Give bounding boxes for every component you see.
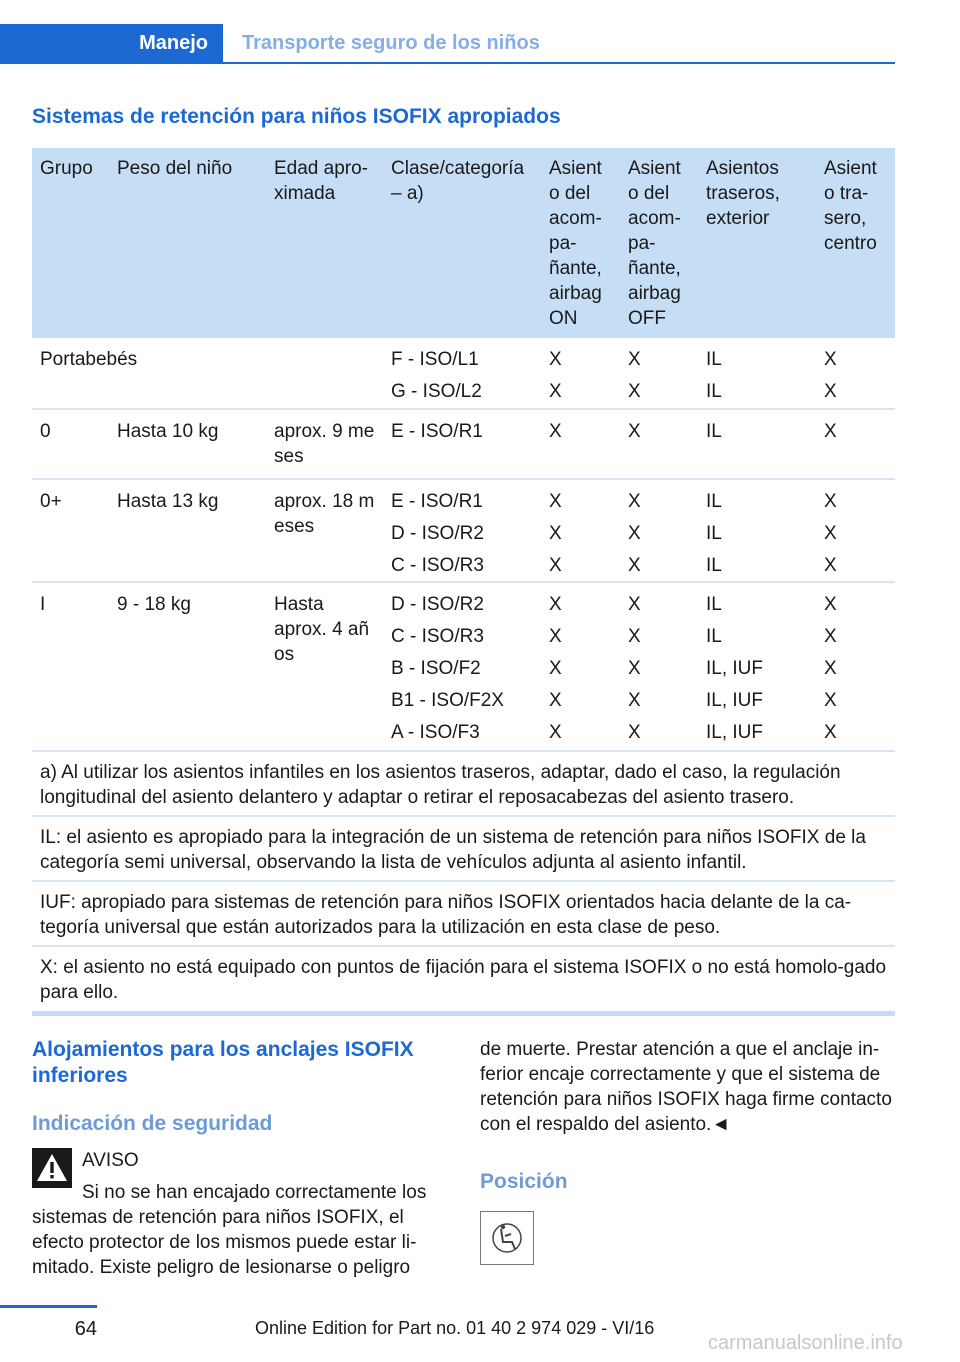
ext-value: IL, IUF xyxy=(706,722,764,743)
ext-value: IL xyxy=(706,523,722,544)
table-header xyxy=(32,148,895,338)
cell-grupo: I xyxy=(40,594,46,615)
page-title: Sistemas de retención para niños ISOFIX apropiados xyxy=(32,105,561,128)
off-value: X xyxy=(628,381,641,402)
table-note: IL: el asiento es apropiado para la integración de un sistema de retención para niños ISOFIX de la categoría semi universal, observando la lista de vehículos adjunta al asiento infantil. xyxy=(32,817,895,882)
off-value: X xyxy=(628,594,641,615)
clase-value: C - ISO/R3 xyxy=(391,555,484,576)
off-value: X xyxy=(628,491,641,512)
clase-value: D - ISO/R2 xyxy=(391,594,484,615)
cell-grupo: Portabebés xyxy=(40,349,138,370)
clase-value: G - ISO/L2 xyxy=(391,381,482,402)
cell-exterior xyxy=(706,592,763,752)
header-airbag-off: Asient o del acom- pa- ñante, airbag OFF xyxy=(628,158,681,329)
header-traseros-exterior: Asientos traseros, exterior xyxy=(706,158,780,229)
cell-airbag-off xyxy=(628,489,641,585)
ext-value: IL xyxy=(706,555,722,576)
table-note: X: el asiento no está equipado con puntos de fijación para el sistema ISOFIX o no está homolo-gado para ello. xyxy=(40,957,887,1003)
cell-peso: Hasta 13 kg xyxy=(117,491,219,512)
ext-value: IL, IUF xyxy=(706,690,764,711)
off-value: X xyxy=(628,523,641,544)
cell-clase xyxy=(391,592,504,752)
header-peso: Peso del niño xyxy=(117,158,233,179)
table-row xyxy=(32,583,895,752)
cell-exterior: IL xyxy=(706,421,722,442)
centro-value: X xyxy=(824,349,837,370)
clase-value: B1 - ISO/F2X xyxy=(391,690,504,711)
off-value: X xyxy=(628,626,641,647)
clase-value: D - ISO/R2 xyxy=(391,523,484,544)
table-row xyxy=(32,480,895,583)
cell-airbag-off xyxy=(628,347,641,411)
cell-clase xyxy=(391,489,484,585)
position-heading: Posición xyxy=(480,1170,568,1193)
centro-value: X xyxy=(824,555,837,576)
centro-value: X xyxy=(824,381,837,402)
footer-rule xyxy=(0,1305,97,1308)
centro-value: X xyxy=(824,626,837,647)
off-value: X xyxy=(628,658,641,679)
ext-value: IL xyxy=(706,381,722,402)
header-trasero-centro: Asient o tra- sero, centro xyxy=(824,158,877,254)
cell-airbag-on xyxy=(549,592,562,752)
on-value: X xyxy=(549,658,562,679)
continued-text: de muerte. Prestar atención a que el anclaje in-ferior encaje correctamente y que el sistema de retención para niños ISOFIX haga firme contacto con el respaldo del asiento.◄ xyxy=(480,1039,892,1135)
table-note: a) Al utilizar los asientos infantiles en los asientos traseros, adaptar, dado el caso, la regulación longitudinal del asiento delantero y adaptar o retirar el reposacabezas del asiento trasero. xyxy=(32,752,895,817)
header-clase: Clase/categoría – a) xyxy=(391,158,525,204)
cell-peso: Hasta 10 kg xyxy=(117,421,219,442)
cell-exterior xyxy=(706,347,722,411)
table-row xyxy=(32,410,895,480)
cell-edad: aprox. 18 m eses xyxy=(274,491,375,537)
isofix-table xyxy=(32,148,895,1016)
centro-value: X xyxy=(824,594,837,615)
clase-value: A - ISO/F3 xyxy=(391,722,480,743)
centro-value: X xyxy=(824,491,837,512)
safety-heading: Indicación de seguridad xyxy=(32,1112,273,1135)
ext-value: IL xyxy=(706,594,722,615)
on-value: X xyxy=(549,690,562,711)
page-number: 64 xyxy=(74,1318,97,1340)
table-row xyxy=(32,338,895,410)
cell-clase: E - ISO/R1 xyxy=(391,421,483,442)
cell-peso: 9 - 18 kg xyxy=(117,594,191,615)
subsection-title: Transporte seguro de los niños xyxy=(242,32,540,54)
cell-grupo: 0 xyxy=(40,421,51,442)
on-value: X xyxy=(549,523,562,544)
cell-edad: aprox. 9 me ses xyxy=(274,421,375,467)
on-value: X xyxy=(549,555,562,576)
off-value: X xyxy=(628,690,641,711)
on-value: X xyxy=(549,381,562,402)
watermark: carmanualsonline.info xyxy=(708,1332,903,1354)
on-value: X xyxy=(549,349,562,370)
cell-centro xyxy=(824,592,837,752)
cell-edad: Hasta aprox. 4 añ os xyxy=(274,594,370,665)
off-value: X xyxy=(628,555,641,576)
on-value: X xyxy=(549,594,562,615)
cell-grupo: 0+ xyxy=(40,491,62,512)
header-airbag-on: Asient o del acom- pa- ñante, airbag ON xyxy=(549,158,602,329)
page-header xyxy=(0,24,895,64)
table-bottom-rule xyxy=(32,1011,895,1016)
section-title: Alojamientos para los anclajes ISOFIX inferiores xyxy=(32,1038,414,1087)
clase-value: B - ISO/F2 xyxy=(391,658,481,679)
table-note: IUF: apropiado para sistemas de retención para niños ISOFIX orientados hacia delante de la ca-tegoría universal que están autorizados para la utilización en esta clase de peso. xyxy=(32,882,895,947)
off-value: X xyxy=(628,722,641,743)
cell-airbag-on xyxy=(549,489,562,585)
clase-value: C - ISO/R3 xyxy=(391,626,484,647)
centro-value: X xyxy=(824,523,837,544)
warning-label: AVISO xyxy=(82,1150,139,1171)
off-value: X xyxy=(628,349,641,370)
cell-centro: X xyxy=(824,421,837,442)
section-tab: Manejo xyxy=(0,24,223,62)
cell-exterior xyxy=(706,489,722,585)
on-value: X xyxy=(549,491,562,512)
cell-centro xyxy=(824,489,837,585)
header-edad: Edad apro- ximada xyxy=(274,158,369,204)
on-value: X xyxy=(549,722,562,743)
centro-value: X xyxy=(824,658,837,679)
warning-text: Si no se han encajado correctamente los sistemas de retención para niños ISOFIX, el efecto protector de los mismos puede estar li-mitado. Existe peligro de lesionarse o peligro xyxy=(32,1182,427,1278)
cell-airbag-on xyxy=(549,347,562,411)
clase-value: E - ISO/R1 xyxy=(391,491,483,512)
ext-value: IL xyxy=(706,349,722,370)
cell-centro xyxy=(824,347,837,411)
ext-value: IL, IUF xyxy=(706,658,764,679)
isofix-seat-icon xyxy=(480,1211,534,1265)
ext-value: IL xyxy=(706,491,722,512)
cell-airbag-off: X xyxy=(628,421,641,442)
cell-airbag-off xyxy=(628,592,641,752)
cell-clase xyxy=(391,347,482,411)
centro-value: X xyxy=(824,722,837,743)
centro-value: X xyxy=(824,690,837,711)
clase-value: F - ISO/L1 xyxy=(391,349,479,370)
header-grupo: Grupo xyxy=(40,158,93,179)
edition-text: Online Edition for Part no. 01 40 2 974 029 - VI/16 xyxy=(255,1318,655,1338)
ext-value: IL xyxy=(706,626,722,647)
on-value: X xyxy=(549,626,562,647)
cell-airbag-on: X xyxy=(549,421,562,442)
